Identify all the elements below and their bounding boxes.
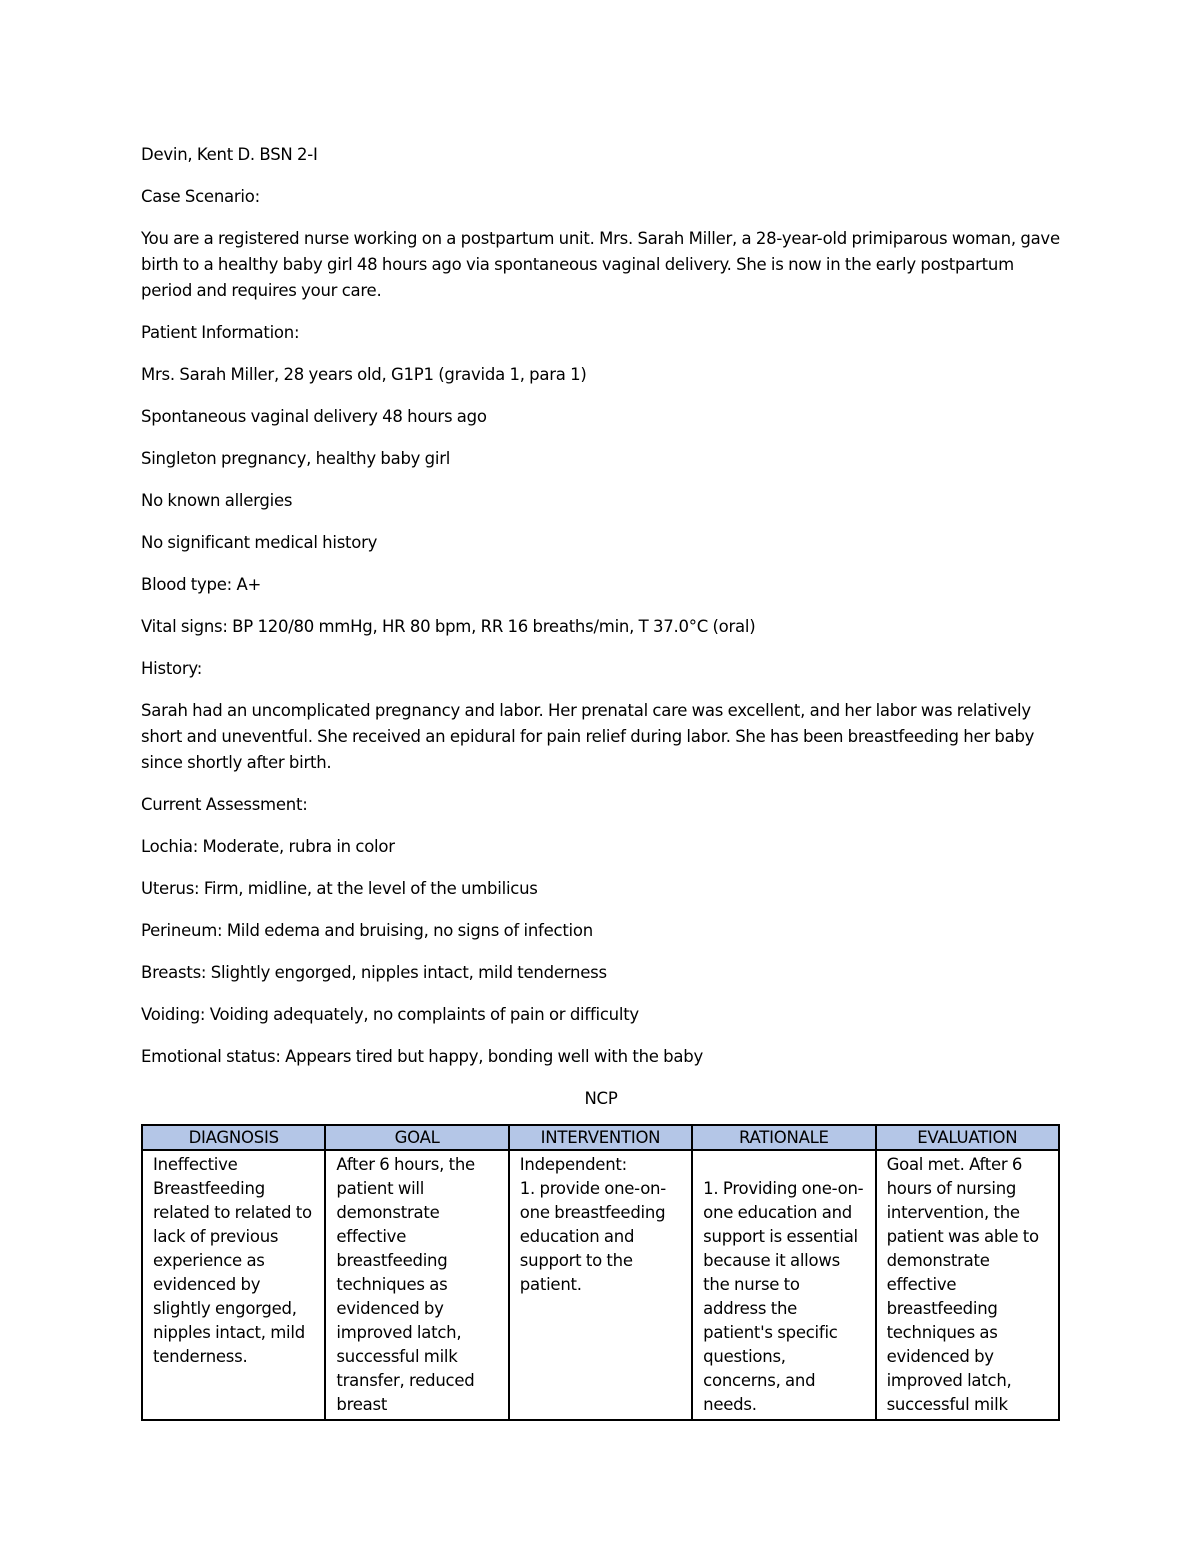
intervention-cell bbox=[509, 1150, 692, 1420]
intervention-text: 1. provide one-on-one breastfeeding education and support to the patient. bbox=[519, 1179, 666, 1294]
intervention-label: Independent: bbox=[519, 1155, 627, 1174]
diagnosis-cell: Ineffective Breastfeeding related to related to lack of previous experience as evidenced by slightly engorged, nipples intact, mild tenderness. bbox=[142, 1150, 325, 1420]
evaluation-cell: Goal met. After 6 hours of nursing intervention, the patient was able to demonstrate effective breastfeeding techniques as evidenced by improved latch, successful milk bbox=[876, 1150, 1059, 1420]
assessment-line: Voiding: Voiding adequately, no complaints of pain or difficulty bbox=[141, 1005, 639, 1024]
document-page bbox=[141, 142, 1061, 1421]
column-header-intervention: INTERVENTION bbox=[509, 1125, 692, 1150]
column-header-rationale: RATIONALE bbox=[692, 1125, 875, 1150]
column-header-evaluation: EVALUATION bbox=[876, 1125, 1059, 1150]
assessment-line: Emotional status: Appears tired but happy, bonding well with the baby bbox=[141, 1047, 703, 1066]
patient-info-line: Singleton pregnancy, healthy baby girl bbox=[141, 449, 451, 468]
patient-info-line: Blood type: A+ bbox=[141, 575, 262, 594]
case-scenario-heading: Case Scenario: bbox=[141, 187, 260, 206]
column-header-diagnosis: DIAGNOSIS bbox=[142, 1125, 325, 1150]
rationale-spacer bbox=[703, 1153, 866, 1177]
table-row bbox=[142, 1150, 1059, 1420]
assessment-line: Uterus: Firm, midline, at the level of the umbilicus bbox=[141, 879, 538, 898]
patient-info-line: No known allergies bbox=[141, 491, 293, 510]
patient-info-heading: Patient Information: bbox=[141, 323, 300, 342]
column-header-goal: GOAL bbox=[325, 1125, 508, 1150]
goal-cell: After 6 hours, the patient will demonstrate effective breastfeeding techniques as evidenced by improved latch, successful milk transfer, reduced breast bbox=[325, 1150, 508, 1420]
case-scenario-text: You are a registered nurse working on a postpartum unit. Mrs. Sarah Miller, a 28-year-old primiparous woman, gave birth to a healthy baby girl 48 hours ago via spontaneous vaginal delivery. She is now in the early postpartum period and requires your care. bbox=[141, 229, 1060, 300]
history-heading: History: bbox=[141, 659, 203, 678]
rationale-text: 1. Providing one-on-one education and support is essential because it allows the nurse to address the patient's specific questions, concerns, and needs. bbox=[703, 1179, 864, 1414]
assessment-heading: Current Assessment: bbox=[141, 795, 308, 814]
assessment-line: Breasts: Slightly engorged, nipples intact, mild tenderness bbox=[141, 963, 607, 982]
history-text: Sarah had an uncomplicated pregnancy and labor. Her prenatal care was excellent, and her labor was relatively short and uneventful. She received an epidural for pain relief during labor. She has been breastfeeding her baby since shortly after birth. bbox=[141, 701, 1035, 772]
rationale-cell bbox=[692, 1150, 875, 1420]
ncp-title: NCP bbox=[584, 1089, 618, 1108]
ncp-header-row bbox=[142, 1125, 1059, 1150]
student-name: Devin, Kent D. BSN 2-I bbox=[141, 145, 318, 164]
patient-info-line: Spontaneous vaginal delivery 48 hours ago bbox=[141, 407, 487, 426]
assessment-line: Perineum: Mild edema and bruising, no signs of infection bbox=[141, 921, 593, 940]
assessment-line: Lochia: Moderate, rubra in color bbox=[141, 837, 395, 856]
ncp-table bbox=[141, 1124, 1060, 1421]
patient-info-line: No significant medical history bbox=[141, 533, 378, 552]
patient-info-line: Mrs. Sarah Miller, 28 years old, G1P1 (gravida 1, para 1) bbox=[141, 365, 587, 384]
patient-info-line: Vital signs: BP 120/80 mmHg, HR 80 bpm, RR 16 breaths/min, T 37.0°C (oral) bbox=[141, 617, 756, 636]
